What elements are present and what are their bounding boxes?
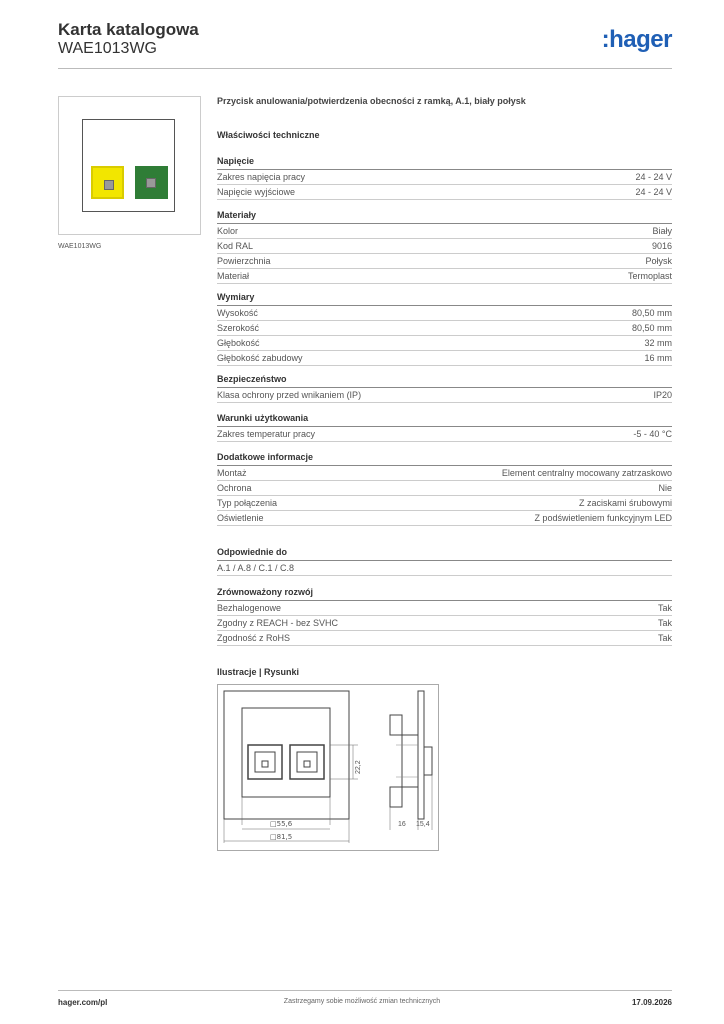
spec-value: Nie [658,483,672,493]
spec-group [217,452,672,526]
spec-row [217,239,672,254]
spec-group-title: Dodatkowe informacje [217,452,672,466]
spec-group-title: Warunki użytkowania [217,413,672,427]
spec-label: Oświetlenie [217,513,264,523]
spec-row [217,427,672,442]
spec-value: 9016 [651,241,672,251]
spec-group-title: Napięcie [217,156,672,170]
spec-row [217,481,672,496]
spec-value: Tak [657,618,672,628]
spec-label: Klasa ochrony przed wnikaniem (IP) [217,390,362,400]
footer-date: 17.09.2026 [631,998,672,1007]
spec-label: Zakres temperatur pracy [217,429,316,439]
dim-inner-label: □55,6 [270,820,293,828]
spec-value: Tak [657,633,672,643]
spec-row [217,601,672,616]
spec-label: Bezhalogenowe [217,603,282,613]
yellow-button-illustration [91,166,124,199]
spec-row [217,269,672,284]
spec-value: Z podświetleniem funkcyjnym LED [534,513,672,523]
spec-row [217,561,672,576]
spec-label: Kolor [217,226,239,236]
spec-label: Głębokość zabudowy [217,353,303,363]
spec-value: 24 - 24 V [635,172,672,182]
spec-label: Zakres napięcia pracy [217,172,306,182]
spec-row [217,511,672,526]
spec-value: 32 mm [644,338,672,348]
spec-row [217,466,672,481]
spec-group [217,413,672,442]
technical-drawing [217,684,439,851]
spec-label: Wysokość [217,308,258,318]
spec-value: 80,50 mm [631,308,672,318]
image-caption: WAE1013WG [58,243,102,250]
footer-disclaimer: Zastrzegamy sobie możliwość zmian technicznych [283,998,441,1005]
spec-label: Szerokość [217,323,260,333]
spec-group [217,547,672,576]
header-divider [58,68,672,69]
dim-outer-label: □81,5 [270,833,293,841]
spec-label: Montaż [217,468,247,478]
spec-row [217,336,672,351]
led-icon [146,178,156,188]
spec-row [217,351,672,366]
spec-group [217,587,672,646]
spec-value: Połysk [645,256,672,266]
spec-row [217,388,672,403]
product-description: Przycisk anulowania/potwierdzenia obecności z ramką, A.1, biały połysk [217,96,526,106]
spec-group-title: Wymiary [217,292,672,306]
spec-label: Głębokość [217,338,260,348]
spec-row [217,321,672,336]
spec-row [217,224,672,239]
dim-height-label: 22,2 [355,760,362,774]
frame-illustration [82,119,175,212]
spec-row [217,185,672,200]
spec-group [217,374,672,403]
spec-value: 16 mm [644,353,672,363]
spec-label: Ochrona [217,483,252,493]
spec-value: Element centralny mocowany zatrzaskowo [501,468,672,478]
footer-divider [58,990,672,991]
spec-row [217,496,672,511]
spec-value: 24 - 24 V [635,187,672,197]
spec-label: Typ połączenia [217,498,278,508]
spec-label: Powierzchnia [217,256,271,266]
spec-label: Materiał [217,271,250,281]
hager-logo: :hager [601,26,672,53]
dim-depth2-label: 15,4 [416,821,430,828]
page-title: Karta katalogowa [58,20,199,39]
product-image [58,96,201,235]
spec-label: Napięcie wyjściowe [217,187,296,197]
spec-group-title: Zrównoważony rozwój [217,587,672,601]
spec-label: Zgodność z RoHS [217,633,291,643]
spec-row [217,631,672,646]
spec-label: Kod RAL [217,241,254,251]
product-code: WAE1013WG [58,40,157,57]
dim-depth1-label: 16 [398,821,406,828]
section-title: Właściwości techniczne [217,130,320,140]
footer-website-link[interactable]: hager.com/pl [58,998,108,1007]
illustration-title: Ilustracje | Rysunki [217,667,300,677]
spec-group [217,156,672,200]
spec-group [217,210,672,284]
spec-value: Z zaciskami śrubowymi [578,498,672,508]
led-icon [104,180,114,190]
spec-row [217,306,672,321]
spec-label: Zgodny z REACH - bez SVHC [217,618,339,628]
spec-value: Tak [657,603,672,613]
green-button-illustration [135,166,168,199]
spec-row [217,170,672,185]
spec-group-title: Bezpieczeństwo [217,374,672,388]
spec-group-title: Odpowiednie do [217,547,672,561]
spec-value: Biały [652,226,672,236]
spec-value: 80,50 mm [631,323,672,333]
spec-label: A.1 / A.8 / C.1 / C.8 [217,563,295,573]
spec-value: IP20 [653,390,672,400]
spec-value: -5 - 40 °C [633,429,672,439]
drawing-svg [218,685,438,850]
spec-row [217,616,672,631]
spec-row [217,254,672,269]
spec-value: Termoplast [627,271,672,281]
spec-group-title: Materiały [217,210,672,224]
spec-group [217,292,672,366]
